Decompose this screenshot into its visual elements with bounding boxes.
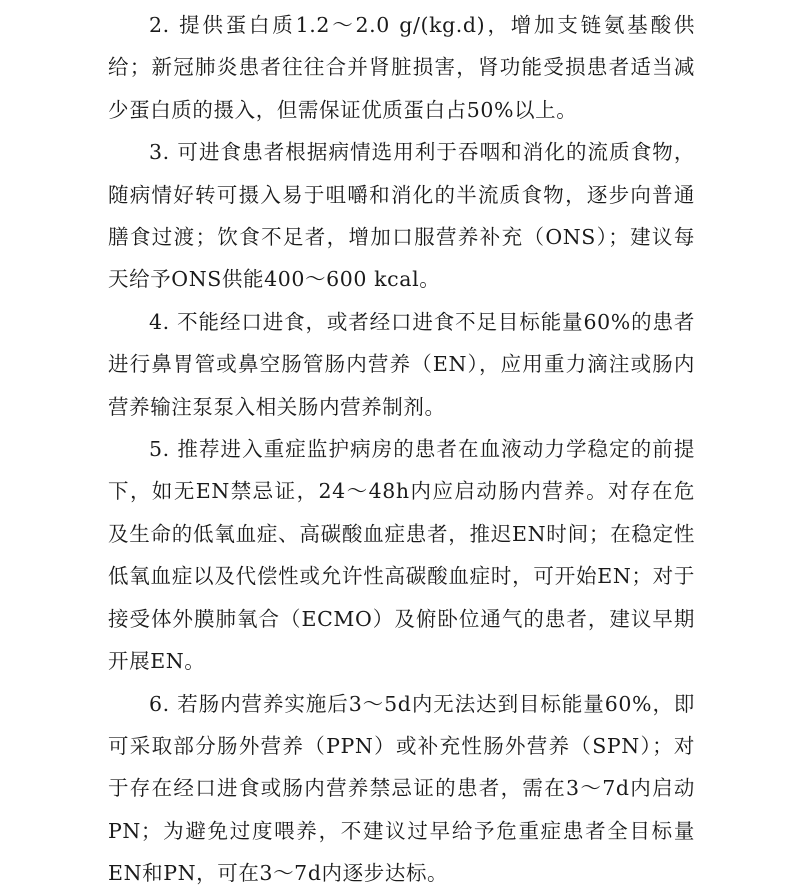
paragraph-item-3: 3. 可进食患者根据病情选用利于吞咽和消化的流质食物，随病情好转可摄入易于咀嚼和消化的半流质食物，逐步向普通膳食过渡；饮食不足者，增加口服营养补充（ONS）；建议每天给予ONS供能400～600 kcal。 — [108, 140, 695, 292]
paragraph-item-5: 5. 推荐进入重症监护病房的患者在血液动力学稳定的前提下，如无EN禁忌证，24～48h内应启动肠内营养。对存在危及生命的低氧血症、高碳酸血症患者，推迟EN时间；在稳定性低氧血症以及代偿性或允许性高碳酸血症时，可开始EN；对于接受体外膜肺氧合（ECMO）及俯卧位通气的患者，建议早期开展EN。 — [108, 437, 695, 674]
paragraph-item-2: 2. 提供蛋白质1.2～2.0 g/(kg.d)，增加支链氨基酸供给；新冠肺炎患者往往合并肾脏损害，肾功能受损患者适当减少蛋白质的摄入，但需保证优质蛋白占50%以上。 — [108, 13, 695, 122]
paragraph-item-4: 4. 不能经口进食，或者经口进食不足目标能量60%的患者进行鼻胃管或鼻空肠管肠内营养（EN），应用重力滴注或肠内营养输注泵泵入相关肠内营养制剂。 — [108, 309, 695, 419]
paragraph-item-6: 6. 若肠内营养实施后3～5d内无法达到目标能量60%，即可采取部分肠外营养（PPN）或补充性肠外营养（SPN）；对于存在经口进食或肠内营养禁忌证的患者，需在3～7d内启动PN；为避免过度喂养，不建议过早给予危重症患者全目标量EN和PN，可在3～7d内逐步达标。 — [108, 691, 695, 886]
